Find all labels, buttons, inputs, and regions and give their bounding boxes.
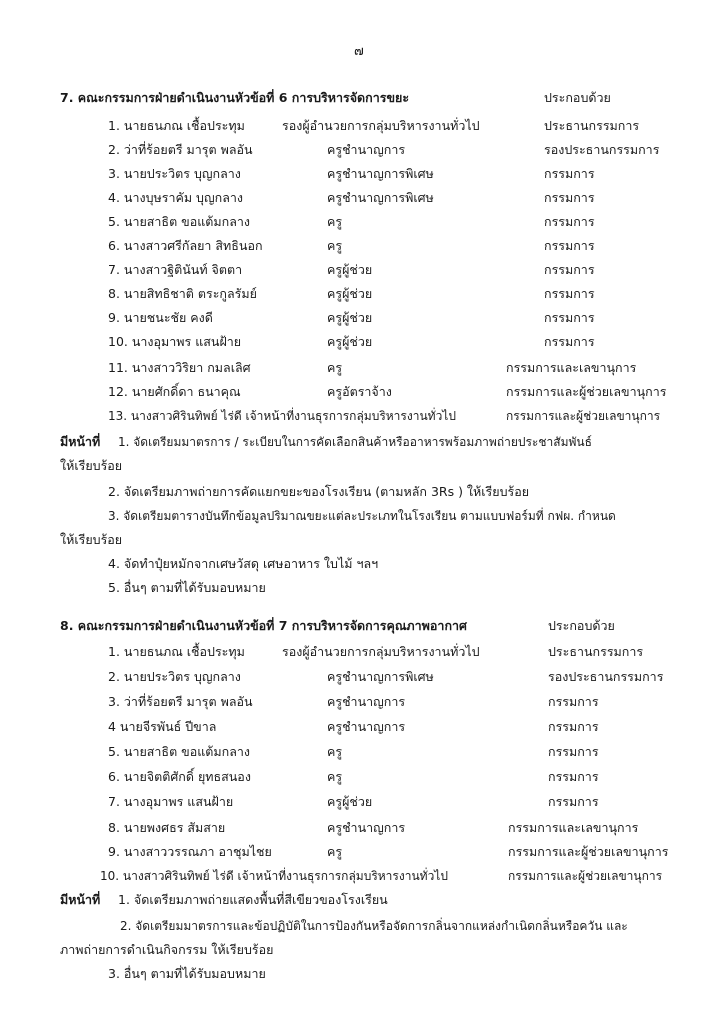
s7-member-name: 8. นายสิทธิชาติ ตระกูลรัมย์ xyxy=(108,286,257,301)
s7-duty: 2. จัดเตรียมภาพถ่ายการคัดแยกขยะของโรงเรียน (ตามหลัก 3Rs ) ให้เรียบร้อย xyxy=(108,484,530,499)
s7-member-name: 2. ว่าที่ร้อยตรี มารุต พลอัน xyxy=(108,142,253,157)
s7-member-name: 10. นางอุมาพร แสนฝ้าย xyxy=(108,334,242,349)
s7-member-name: 1. นายธนภณ เชื้อประทุม xyxy=(108,118,245,133)
s8-member-name: 10. นางสาวศิรินทิพย์ ไร่ดี เจ้าหน้าที่งานธุรการกลุ่มบริหารงานทั่วไป xyxy=(100,869,448,883)
s8-member-role: กรรมการ xyxy=(548,694,599,709)
s7-duty: 4. จัดทำปุ๋ยหมักจากเศษวัสดุ เศษอาหาร ใบไม้ ฯลฯ xyxy=(108,556,379,571)
s7-member-position: ครูชำนาญการพิเศษ xyxy=(327,166,434,181)
s7-member-position: ครูชำนาญการพิเศษ xyxy=(327,190,434,205)
s7-member-role: กรรมการ xyxy=(544,262,595,277)
s8-member-role: กรรมการ xyxy=(548,744,599,759)
s7-member-role: กรรมการ xyxy=(544,286,595,301)
s7-member-name: 6. นางสาวศรีกัลยา สิทธินอก xyxy=(108,238,263,253)
s8-member-role: กรรมการ xyxy=(548,794,599,809)
s7-member-role: กรรมการและเลขานุการ xyxy=(506,360,637,375)
s7-member-name: 12. นายศักดิ์ดา ธนาคุณ xyxy=(108,384,241,399)
s7-member-name: 4. นางบุษราคัม บุญกลาง xyxy=(108,190,243,205)
s8-member-role: กรรมการ xyxy=(548,769,599,784)
s7-member-role: กรรมการ xyxy=(544,238,595,253)
s7-member-position: ครูผู้ช่วย xyxy=(327,286,373,301)
s8-member-name: 4 นายจีรพันธ์ ปีขาล xyxy=(108,719,217,734)
s8-member-name: 5. นายสาธิต ขอแต้มกลาง xyxy=(108,744,250,759)
s8-member-position: ครูชำนาญการ xyxy=(327,719,406,734)
s8-member-role: กรรมการและผู้ช่วยเลขานุการ xyxy=(508,869,663,883)
s7-member-position: รองผู้อำนวยการกลุ่มบริหารงานทั่วไป xyxy=(282,118,480,133)
s8-member-role: กรรมการและเลขานุการ xyxy=(508,820,639,835)
s8-member-position: รองผู้อำนวยการกลุ่มบริหารงานทั่วไป xyxy=(282,644,480,659)
s8-duty: ภาพถ่ายการดำเนินกิจกรรม ให้เรียบร้อย xyxy=(60,942,274,957)
s8-member-name: 7. นางอุมาพร แสนฝ้าย xyxy=(108,794,234,809)
s8-member-name: 9. นางสาววรรณภา อาชุมไชย xyxy=(108,844,272,859)
s8-member-role: กรรมการและผู้ช่วยเลขานุการ xyxy=(508,844,669,859)
s7-member-position: ครู xyxy=(327,360,343,375)
s8-duty: 1. จัดเตรียมภาพถ่ายแสดงพื้นที่สีเขียวของโรงเรียน xyxy=(118,892,388,907)
s7-member-position: ครูอัตราจ้าง xyxy=(327,384,392,399)
s8-duty: 3. อื่นๆ ตามที่ได้รับมอบหมาย xyxy=(108,966,266,981)
s7-duty-label: มีหน้าที่ xyxy=(60,434,101,449)
section8-consist: ประกอบด้วย xyxy=(548,618,615,633)
s7-member-role: กรรมการ xyxy=(544,166,595,181)
s8-member-role: กรรมการ xyxy=(548,719,599,734)
s8-member-position: ครูชำนาญการพิเศษ xyxy=(327,669,434,684)
section8-heading: 8. คณะกรรมการฝ่ายดำเนินงานหัวข้อที่ 7 การบริหารจัดการคุณภาพอากาศ xyxy=(60,618,467,633)
s7-member-name: 5. นายสาธิต ขอแต้มกลาง xyxy=(108,214,250,229)
s8-member-role: ประธานกรรมการ xyxy=(548,644,644,659)
s7-member-position: ครู xyxy=(327,214,343,229)
s8-member-name: 8. นายพงศธร สัมสาย xyxy=(108,820,226,835)
s7-member-name: 13. นางสาวศิรินทิพย์ ไร่ดี เจ้าหน้าที่งานธุรการกลุ่มบริหารงานทั่วไป xyxy=(108,409,456,423)
s8-member-name: 2. นายประวิตร บุญกลาง xyxy=(108,669,241,684)
s8-member-position: ครู xyxy=(327,844,343,859)
s7-member-role: กรรมการ xyxy=(544,334,595,349)
s8-member-role: รองประธานกรรมการ xyxy=(548,669,664,684)
s7-member-name: 7. นางสาวฐิตินันท์ จิตตา xyxy=(108,262,243,277)
s8-member-name: 3. ว่าที่ร้อยตรี มารุต พลอัน xyxy=(108,694,253,709)
section7-consist: ประกอบด้วย xyxy=(544,90,611,105)
s7-member-role: กรรมการ xyxy=(544,310,595,325)
s7-member-position: ครูชำนาญการ xyxy=(327,142,406,157)
s7-member-name: 11. นางสาววิริยา กมลเลิศ xyxy=(108,360,251,375)
s7-duty: ให้เรียบร้อย xyxy=(60,532,123,547)
section7-heading: 7. คณะกรรมการฝ่ายดำเนินงานหัวข้อที่ 6 การบริหารจัดการขยะ xyxy=(60,90,410,105)
s7-member-role: ประธานกรรมการ xyxy=(544,118,640,133)
s7-member-name: 3. นายประวิตร บุญกลาง xyxy=(108,166,241,181)
s7-member-role: กรรมการ xyxy=(544,190,595,205)
s7-duty: ให้เรียบร้อย xyxy=(60,458,123,473)
s7-duty: 1. จัดเตรียมมาตรการ / ระเบียบในการคัดเลือกสินค้าหรืออาหารพร้อมภาพถ่ายประชาสัมพันธ์ xyxy=(118,435,592,449)
s8-member-position: ครู xyxy=(327,769,343,784)
s8-member-position: ครู xyxy=(327,744,343,759)
s7-member-position: ครูผู้ช่วย xyxy=(327,262,373,277)
s8-member-name: 6. นายจิตติศักดิ์ ยุทธสนอง xyxy=(108,769,251,784)
s7-member-position: ครูผู้ช่วย xyxy=(327,334,373,349)
s8-member-position: ครูชำนาญการ xyxy=(327,694,406,709)
s7-member-role: กรรมการ xyxy=(544,214,595,229)
s7-duty: 5. อื่นๆ ตามที่ได้รับมอบหมาย xyxy=(108,580,266,595)
s8-member-position: ครูผู้ช่วย xyxy=(327,794,373,809)
s7-member-position: ครูผู้ช่วย xyxy=(327,310,373,325)
s7-duty: 3. จัดเตรียมตารางบันทึกข้อมูลปริมาณขยะแต่ละประเภทในโรงเรียน ตามแบบฟอร์มที่ กฟผ. กำหนด xyxy=(108,509,616,523)
s8-member-position: ครูชำนาญการ xyxy=(327,820,406,835)
s8-duty-label: มีหน้าที่ xyxy=(60,892,101,907)
s7-member-role: กรรมการและผู้ช่วยเลขานุการ xyxy=(506,409,661,423)
page-number: ๗ xyxy=(354,44,364,59)
s7-member-position: ครู xyxy=(327,238,343,253)
s7-member-name: 9. นายชนะชัย คงดี xyxy=(108,310,213,325)
s8-duty: 2. จัดเตรียมมาตรการและข้อปฏิบัติในการป้องกันหรือจัดการกลิ่นจากแหล่งกำเนิดกลิ่นหรือควัน และ xyxy=(120,919,628,933)
s7-member-role: กรรมการและผู้ช่วยเลขานุการ xyxy=(506,384,667,399)
s8-member-name: 1. นายธนภณ เชื้อประทุม xyxy=(108,644,245,659)
s7-member-role: รองประธานกรรมการ xyxy=(544,142,660,157)
